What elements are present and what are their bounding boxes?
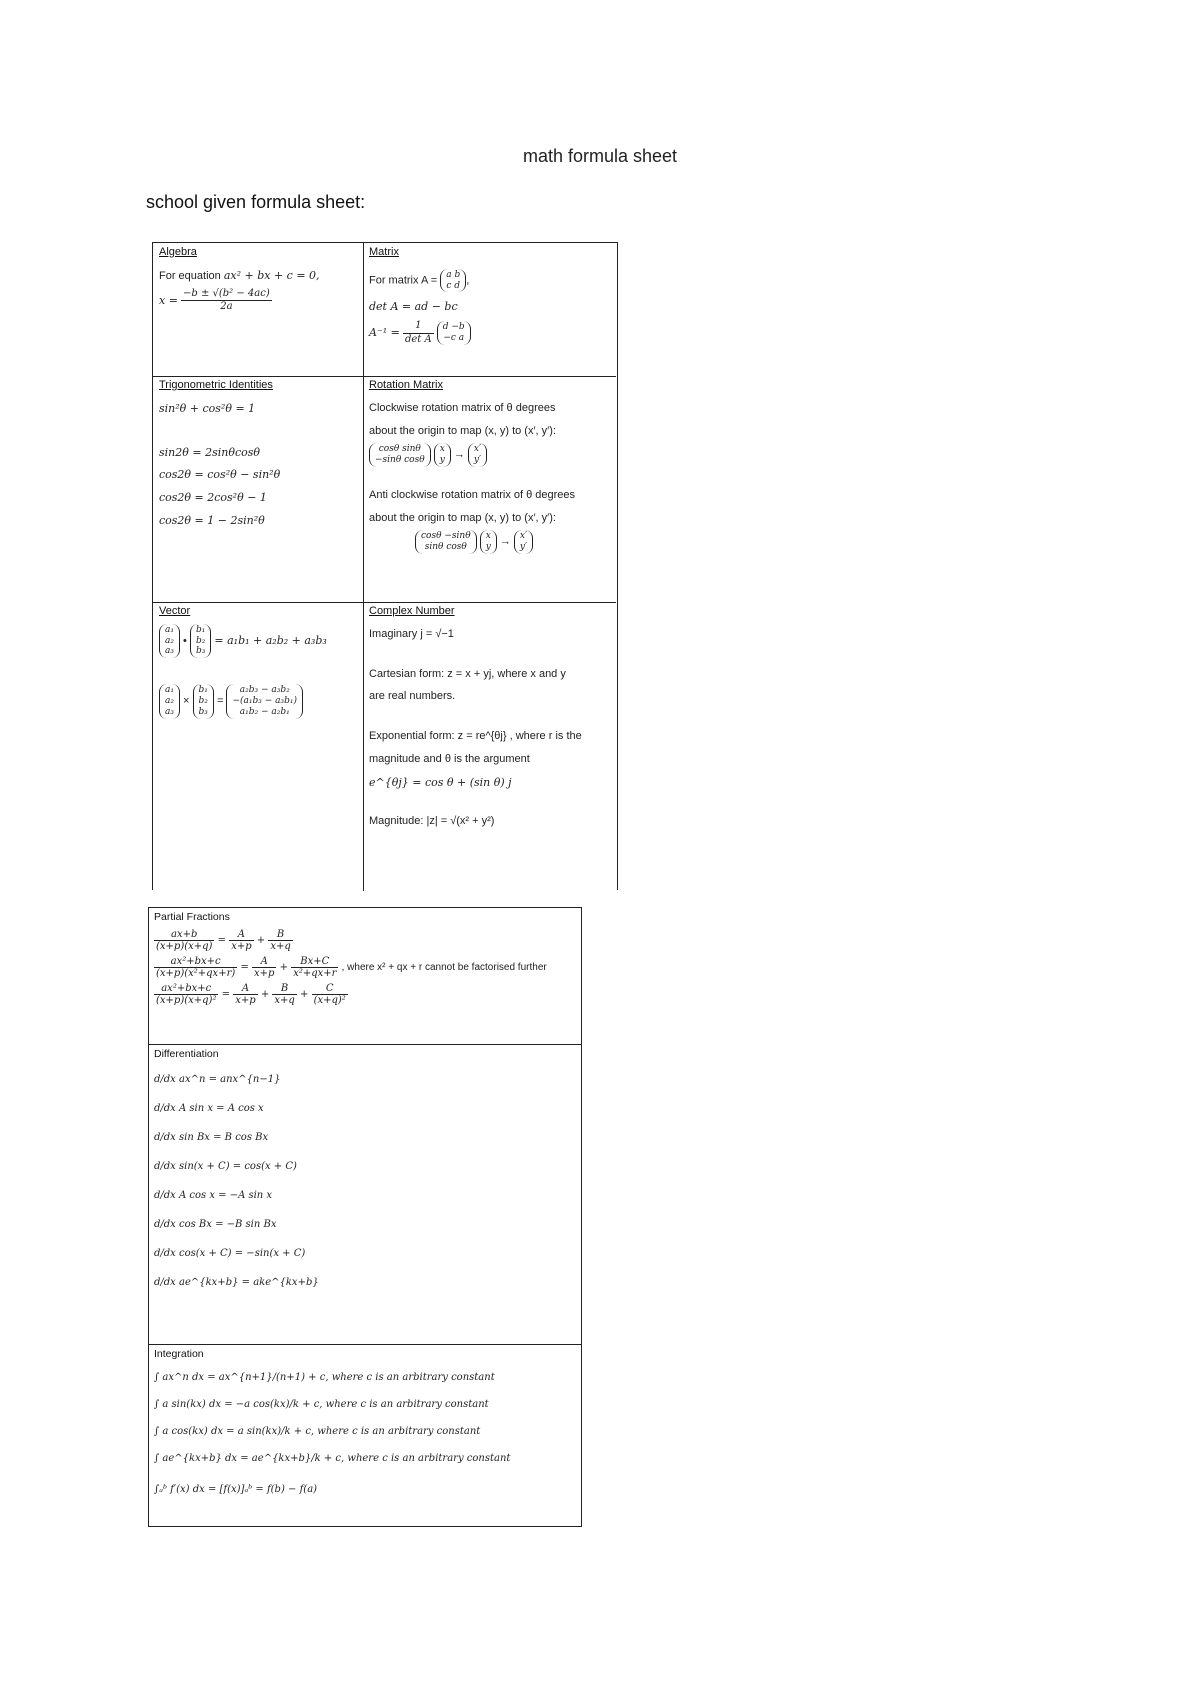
anticlockwise-matrix: cosθ −sinθ sinθ cosθ (415, 530, 477, 554)
integral-rule: ∫ ax^n dx = ax^{n+1}/(n+1) + c, where c is an arbitrary constant (154, 1372, 495, 1383)
cross-operator: × (183, 695, 190, 708)
vector-a: a₁ a₂ a₃ (159, 684, 180, 718)
derivative-rule: d/dx ae^{kx+b} = ake^{kx+b} (154, 1277, 319, 1288)
vector-a: a₁ a₂ a₃ (159, 624, 180, 658)
cross-product-result: a₂b₃ − a₃b₂ −(a₁b₃ − a₃b₁) a₁b₂ − a₂b₁ (226, 684, 303, 718)
complex-exponential: magnitude and θ is the argument (369, 752, 530, 765)
integral-rule: ∫ ae^{kx+b} dx = ae^{kx+b}/k + c, where c is an arbitrary constant (154, 1453, 511, 1464)
trig-identity: cos2θ = 1 − 2sin²θ (159, 513, 265, 527)
document-title: math formula sheet (522, 146, 678, 166)
map-arrow: → (499, 536, 511, 549)
matrix-a: a b c d (440, 269, 466, 293)
derivative-rule: d/dx A cos x = −A sin x (154, 1190, 273, 1201)
vector-xy-prime: x′ y′ (514, 530, 533, 554)
clockwise-matrix: cosθ sinθ −sinθ cosθ (369, 443, 431, 467)
rotation-heading: Rotation Matrix (369, 379, 443, 391)
integral-rule: ∫ₐᵇ f′(x) dx = [f(x)]ₐᵇ = f(b) − f(a) (154, 1484, 318, 1495)
rotation-cell (363, 376, 616, 602)
complex-exponential: Exponential form: z = re^{θj} , where r is the (369, 730, 582, 742)
rotation-cw-text: Clockwise rotation matrix of θ degrees (369, 401, 556, 414)
formula-table-1 (152, 242, 618, 890)
adjugate-matrix: d −b −c a (437, 321, 471, 345)
vector-cell (153, 602, 363, 891)
derivative-rule: d/dx sin Bx = B cos Bx (154, 1132, 269, 1143)
trig-identity: sin²θ + cos²θ = 1 (159, 401, 256, 415)
derivative-rule: d/dx ax^n = anx^{n−1} (154, 1074, 281, 1085)
trig-identity: sin2θ = 2sinθcosθ (159, 445, 260, 459)
vector-heading: Vector (159, 605, 191, 617)
inverse-lhs: A⁻¹ = (369, 326, 400, 339)
quadratic-formula (181, 288, 272, 314)
matrix-cell: Matrix For matrix A = a b c d , det A = ad − bc A⁻¹ = $\frac{1}{\text{det A}}$ d −b −c a (363, 243, 616, 376)
partial-note: , where x² + qx + r cannot be factorised further (341, 962, 547, 973)
complex-heading: Complex Number (369, 605, 455, 617)
euler-formula: e^{θj} = cos θ + (sin θ) j (369, 775, 512, 789)
algebra-intro: For equation (159, 269, 221, 282)
dot-product-result: = a₁b₁ + a₂b₂ + a₃b₃ (214, 633, 327, 647)
integration-section (148, 1345, 582, 1527)
complex-cartesian: Cartesian form: z = x + yj, where x and y (369, 667, 566, 680)
integration-heading: Integration (154, 1348, 204, 1360)
dot-operator: • (183, 634, 187, 647)
quadratic-equation: ax² + bx + c = 0, (223, 268, 320, 282)
vector-b: b₁ b₂ b₃ (190, 624, 211, 658)
rotation-cw-text: about the origin to map (x, y) to (x′, y′): (369, 424, 556, 437)
vector-xy-prime: x′ y′ (468, 443, 487, 467)
trig-identity: cos2θ = 2cos²θ − 1 (159, 491, 267, 504)
matrix-heading: Matrix (369, 246, 399, 258)
document-subtitle: school given formula sheet: (146, 192, 366, 212)
determinant-formula: det A = ad − bc (369, 300, 458, 314)
derivative-rule: d/dx cos Bx = −B sin Bx (154, 1219, 277, 1230)
rotation-acw-text: Anti clockwise rotation matrix of θ degrees (369, 488, 576, 501)
differentiation-heading: Differentiation (154, 1048, 219, 1060)
vector-xy: x y (480, 530, 497, 554)
equals-sign: = (216, 695, 224, 708)
differentiation-section (148, 1045, 582, 1345)
complex-imaginary: Imaginary j = √−1 (369, 627, 454, 640)
inverse-fraction: $\frac{1}{\text{det A}}$ (404, 320, 432, 345)
quadratic-lhs: x = (159, 293, 178, 307)
trig-identity: cos2θ = cos²θ − sin²θ (159, 468, 281, 482)
derivative-rule: d/dx A sin x = A cos x (154, 1103, 264, 1114)
complex-cartesian: are real numbers. (369, 690, 456, 703)
quadratic-numerator: −b ± √(b² − 4ac) (181, 288, 272, 302)
complex-cell (363, 602, 616, 891)
derivative-rule: d/dx sin(x + C) = cos(x + C) (154, 1161, 297, 1172)
vector-xy: x y (434, 443, 451, 467)
formula-table-2 (148, 907, 582, 1527)
algebra-heading: Algebra (159, 246, 197, 258)
integral-rule: ∫ a sin(kx) dx = −a cos(kx)/k + c, where c is an arbitrary constant (154, 1399, 489, 1410)
trig-cell (153, 376, 363, 602)
matrix-intro: For matrix A = (369, 274, 438, 287)
vector-b: b₁ b₂ b₃ (193, 684, 214, 718)
trig-heading: Trigonometric Identities (159, 379, 273, 391)
quadratic-denominator: 2a (220, 301, 233, 312)
integral-rule: ∫ a cos(kx) dx = a sin(kx)/k + c, where c is an arbitrary constant (154, 1426, 481, 1437)
complex-magnitude: Magnitude: |z| = √(x² + y²) (369, 815, 495, 828)
partial-heading: Partial Fractions (154, 911, 230, 923)
algebra-cell (153, 243, 363, 376)
partial-fractions-section: Partial Fractions $\frac{ax+b}{(x+p)(x+q)}$ = $\frac{A}{x+p}$ + $\frac{B}{x+q}$ $\frac{\text{ax²+bx+c}}{\text{(x+p)(x²+qx+r)}}$ = $\frac{A}{x+p}$ + $\frac{Bx+C}{\text{x²+qx+r}}$ , where x² + qx + r cannot be factorised further $\frac{\text{ax²+bx+c}}{\text{(x+p)(x+q)²}}$ = $\frac{A}{x+p}$ + $\frac{B}{x+q}$ + $\frac{C}{\text{(x+q)²}}$ (148, 907, 582, 1045)
derivative-rule: d/dx cos(x + C) = −sin(x + C) (154, 1248, 306, 1259)
map-arrow: → (453, 448, 465, 461)
rotation-acw-text: about the origin to map (x, y) to (x′, y′): (369, 511, 556, 524)
